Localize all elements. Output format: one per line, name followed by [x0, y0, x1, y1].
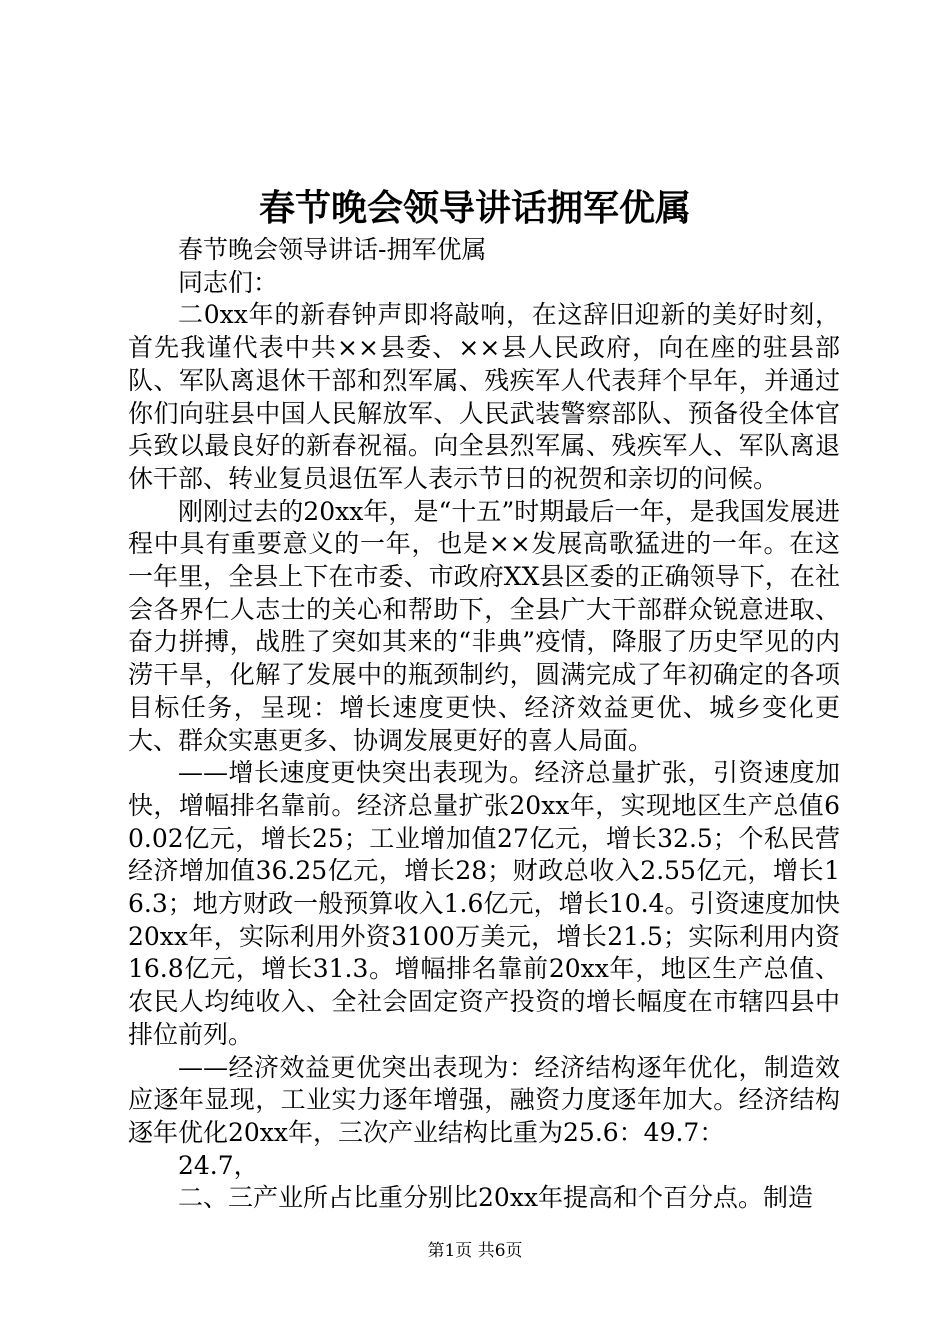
subtitle-paragraph: 春节晚会领导讲话-拥军优属 — [178, 235, 487, 264]
body-paragraph: 二、三产业所占比重分别比20xx年提高和个百分点。制造 — [178, 1183, 814, 1213]
body-paragraph: 刚刚过去的20xx年，是“十五”时期最后一年，是我国发展进程中具有重要意义的一年，也是××发展高歌猛进的一年。在这一年里，全县上下在市委、市政府XX县区委的正确领导下，在社会各界仁人志士的关心和帮助下，全县广大干部群众锐意进取、奋力拼搏，战胜了突如其来的“非典”疫情，降服了历史罕见的内涝干旱，化解了发展中的瓶颈制约，圆满完成了年初确定的各项目标任务，呈现：增长速度更快、经济效益更优、城乡变化更大、群众实惠更多、协调发展更好的喜人局面。 — [128, 496, 840, 755]
body-paragraph: ——经济效益更优突出表现为：经济结构逐年优化，制造效应逐年显现，工业实力逐年增强，融资力度逐年加大。经济结构逐年优化20xx年，三次产业结构比重为25.6：49.7： — [128, 1052, 840, 1147]
body-paragraph: 24.7， — [178, 1150, 259, 1180]
document-title: 春节晚会领导讲话拥军优属 — [258, 187, 691, 229]
document-body — [128, 234, 840, 1215]
body-paragraph: ——增长速度更快突出表现为。经济总量扩张，引资速度加快，增幅排名靠前。经济总量扩张20xx年，实现地区生产总值60.02亿元，增长25；工业增加值27亿元，增长32.5；个私民营经济增加值36.25亿元，增长28；财政总收入2.55亿元，增长16.3；地方财政一般预算收入1.6亿元，增长10.4。引资速度加快20xx年，实际利用外资3100万美元，增长21.5；实际利用内资16.8亿元，增长31.3。增幅排名靠前20xx年，地区生产总值、农民人均纯收入、全社会固定资产投资的增长幅度在市辖四县中排位前列。 — [128, 758, 840, 1049]
salutation-paragraph: 同志们： — [178, 267, 279, 297]
page-number-footer: 第1页 共6页 — [427, 1241, 523, 1261]
body-paragraph: 二0xx年的新春钟声即将敲响，在这辞旧迎新的美好时刻，首先我谨代表中共××县委、××县人民政府，向在座的驻县部队、军队离退休干部和烈军属、残疾军人代表拜个早年，并通过你们向驻县中国人民解放军、人民武装警察部队、预备役全体官兵致以最良好的新春祝福。向全县烈军属、残疾军人、军队离退休干部、转业复员退伍军人表示节日的祝贺和亲切的问候。 — [128, 300, 840, 493]
